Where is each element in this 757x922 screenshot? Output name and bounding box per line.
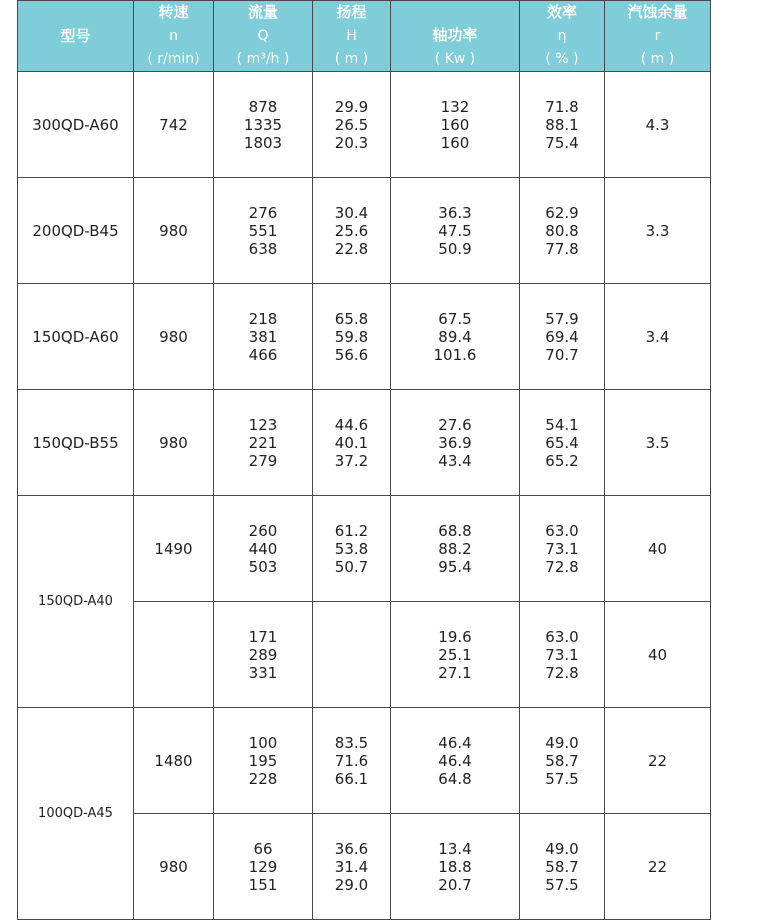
table-row bbox=[18, 72, 711, 178]
speed-cell: 1480 bbox=[134, 708, 214, 814]
flow-cell: 878 1335 1803 bbox=[214, 72, 313, 178]
head-cell: 36.6 31.4 29.0 bbox=[313, 814, 391, 920]
table-row bbox=[18, 178, 711, 284]
efficiency-cell: 63.0 73.1 72.8 bbox=[520, 496, 605, 602]
speed-cell: 742 bbox=[134, 72, 214, 178]
flow-cell: 66 129 151 bbox=[214, 814, 313, 920]
speed-cell: 980 bbox=[134, 814, 214, 920]
table-row bbox=[18, 708, 711, 814]
flow-cell: 218 381 466 bbox=[214, 284, 313, 390]
power-cell: 46.4 46.4 64.8 bbox=[391, 708, 520, 814]
npsh-cell: 4.3 bbox=[605, 72, 711, 178]
header-model: 型号 bbox=[18, 1, 134, 72]
table-row bbox=[18, 284, 711, 390]
model-cell: 150QD-B55 bbox=[18, 390, 134, 496]
speed-cell: 980 bbox=[134, 390, 214, 496]
efficiency-cell: 63.0 73.1 72.8 bbox=[520, 602, 605, 708]
power-cell: 68.8 88.2 95.4 bbox=[391, 496, 520, 602]
header-row bbox=[18, 1, 711, 72]
power-cell: 19.6 25.1 27.1 bbox=[391, 602, 520, 708]
speed-cell: 1490 bbox=[134, 496, 214, 602]
model-cell: 300QD-A60 bbox=[18, 72, 134, 178]
head-cell: 83.5 71.6 66.1 bbox=[313, 708, 391, 814]
npsh-cell: 40 bbox=[605, 602, 711, 708]
head-cell: 29.9 26.5 20.3 bbox=[313, 72, 391, 178]
header-efficiency: 效率 η ( % ) bbox=[520, 1, 605, 72]
speed-cell bbox=[134, 602, 214, 708]
power-cell: 36.3 47.5 50.9 bbox=[391, 178, 520, 284]
pump-spec-table bbox=[17, 0, 711, 920]
header-speed: 转速 n ( r/min) bbox=[134, 1, 214, 72]
npsh-cell: 22 bbox=[605, 814, 711, 920]
head-cell bbox=[313, 602, 391, 708]
efficiency-cell: 54.1 65.4 65.2 bbox=[520, 390, 605, 496]
header-npsh: 汽蚀余量 r ( m ) bbox=[605, 1, 711, 72]
npsh-cell: 3.4 bbox=[605, 284, 711, 390]
npsh-cell: 3.3 bbox=[605, 178, 711, 284]
head-cell: 44.6 40.1 37.2 bbox=[313, 390, 391, 496]
table-row bbox=[18, 390, 711, 496]
flow-cell: 171 289 331 bbox=[214, 602, 313, 708]
model-cell: 150QD-A60 bbox=[18, 284, 134, 390]
header-head: 扬程 H ( m ) bbox=[313, 1, 391, 72]
flow-cell: 260 440 503 bbox=[214, 496, 313, 602]
speed-cell: 980 bbox=[134, 178, 214, 284]
model-cell: 100QD-A45 bbox=[18, 708, 134, 920]
table-row bbox=[18, 496, 711, 602]
efficiency-cell: 62.9 80.8 77.8 bbox=[520, 178, 605, 284]
head-cell: 65.8 59.8 56.6 bbox=[313, 284, 391, 390]
efficiency-cell: 57.9 69.4 70.7 bbox=[520, 284, 605, 390]
power-cell: 13.4 18.8 20.7 bbox=[391, 814, 520, 920]
efficiency-cell: 49.0 58.7 57.5 bbox=[520, 708, 605, 814]
flow-cell: 123 221 279 bbox=[214, 390, 313, 496]
efficiency-cell: 71.8 88.1 75.4 bbox=[520, 72, 605, 178]
header-flow: 流量 Q ( m³/h ) bbox=[214, 1, 313, 72]
power-cell: 67.5 89.4 101.6 bbox=[391, 284, 520, 390]
npsh-cell: 3.5 bbox=[605, 390, 711, 496]
model-cell: 150QD-A40 bbox=[18, 496, 134, 708]
npsh-cell: 40 bbox=[605, 496, 711, 602]
head-cell: 61.2 53.8 50.7 bbox=[313, 496, 391, 602]
npsh-cell: 22 bbox=[605, 708, 711, 814]
speed-cell: 980 bbox=[134, 284, 214, 390]
efficiency-cell: 49.0 58.7 57.5 bbox=[520, 814, 605, 920]
model-cell: 200QD-B45 bbox=[18, 178, 134, 284]
flow-cell: 276 551 638 bbox=[214, 178, 313, 284]
power-cell: 132 160 160 bbox=[391, 72, 520, 178]
power-cell: 27.6 36.9 43.4 bbox=[391, 390, 520, 496]
flow-cell: 100 195 228 bbox=[214, 708, 313, 814]
head-cell: 30.4 25.6 22.8 bbox=[313, 178, 391, 284]
header-power: 轴功率 ( Kw ) bbox=[391, 1, 520, 72]
